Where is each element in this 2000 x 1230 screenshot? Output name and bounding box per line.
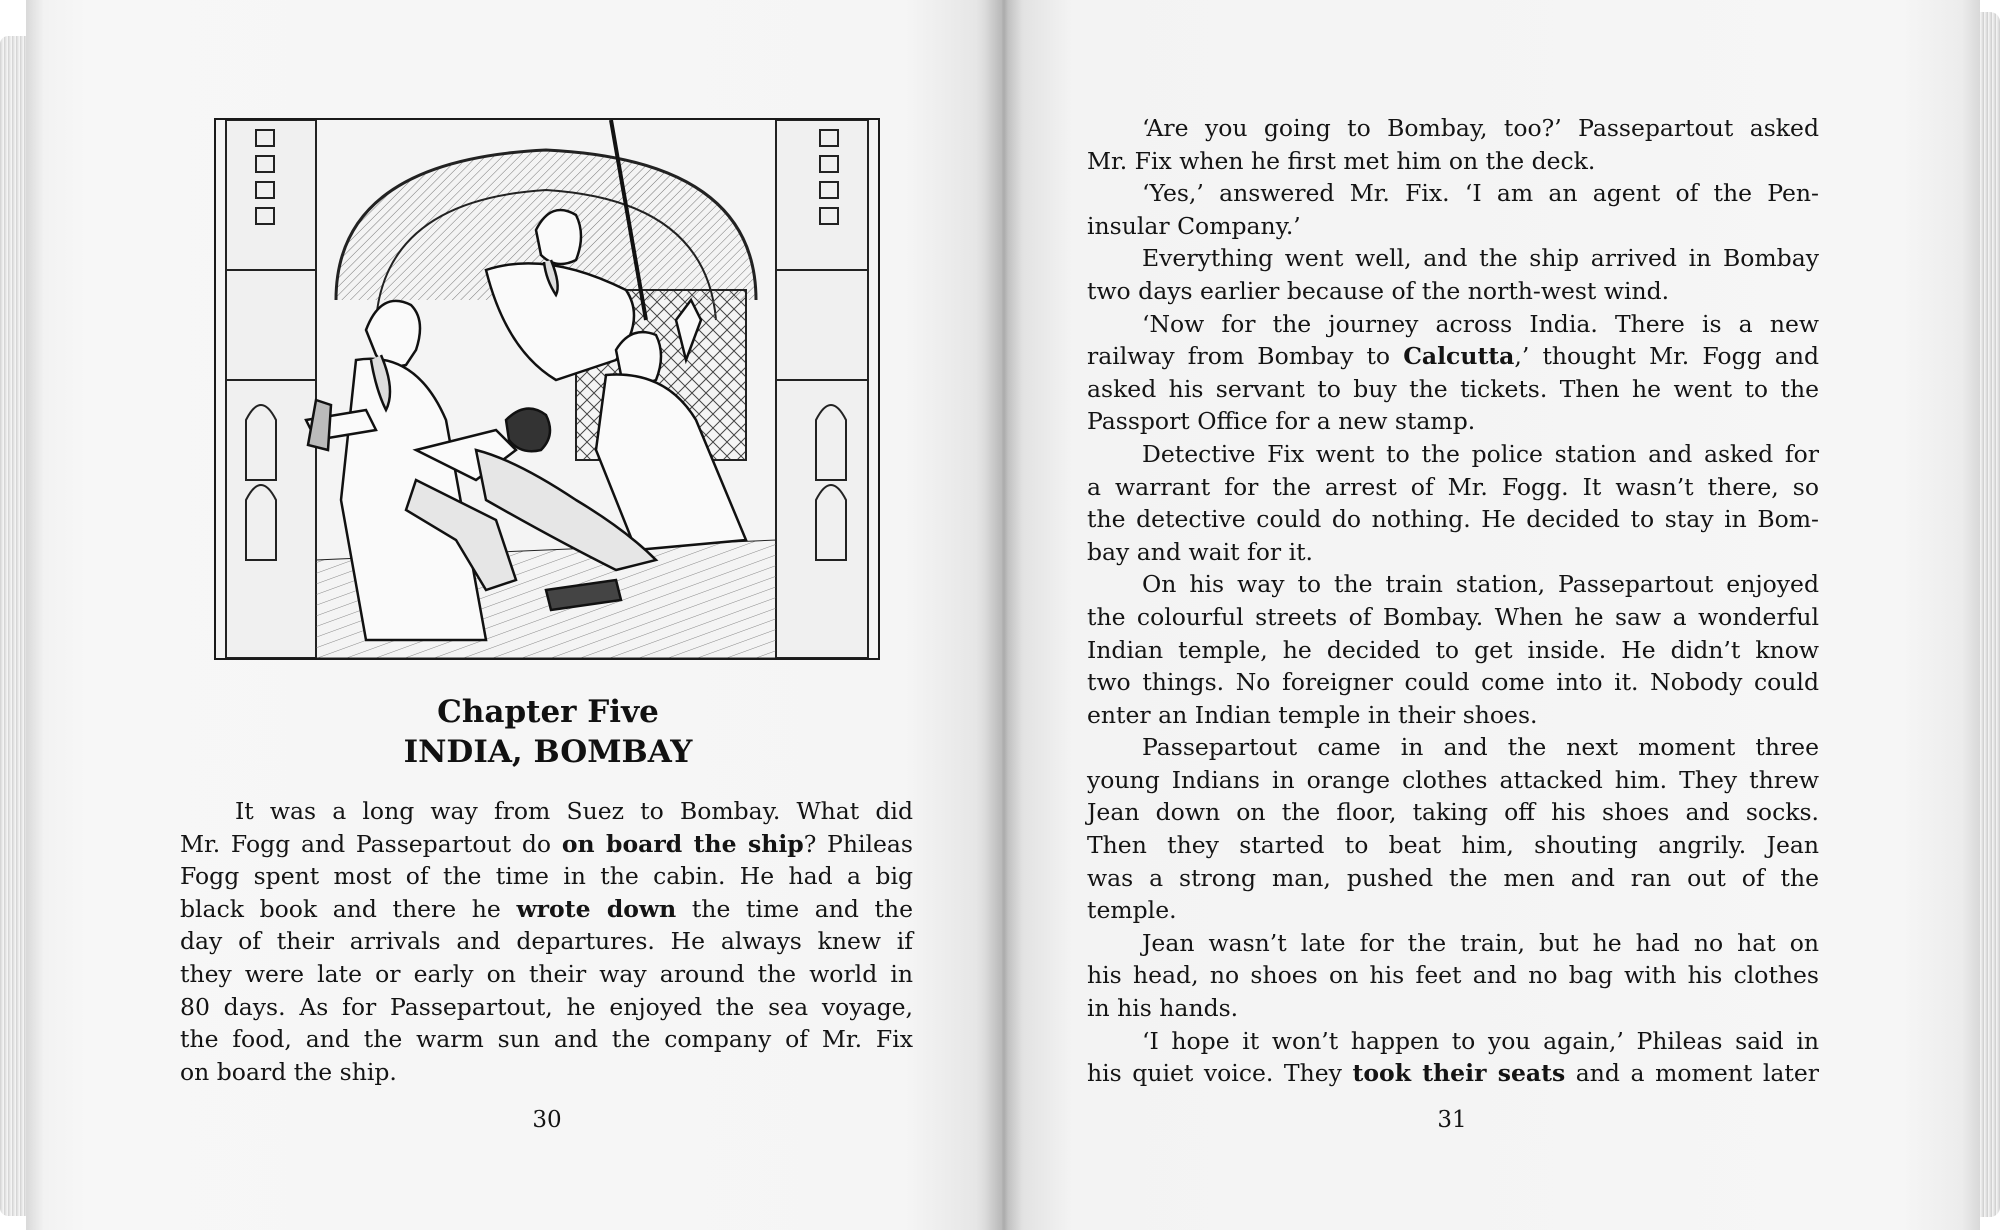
text-segment: Detective Fix went to the police station and asked for bbox=[1142, 439, 1819, 468]
text-segment: Indian temple, he decided to get inside. He didn’t know bbox=[1087, 635, 1819, 664]
text-line bbox=[1087, 112, 1819, 145]
text-segment: the time and the bbox=[676, 894, 913, 923]
text-segment: Fogg spent most of the time in the cabin. He had a big bbox=[180, 862, 913, 891]
text-segment: the colourful streets of Bombay. When he saw a wonderful bbox=[1087, 602, 1819, 631]
text-segment: It was a long way from Suez to Bombay. What did bbox=[235, 797, 913, 825]
text-line bbox=[1087, 699, 1819, 732]
text-line bbox=[180, 1023, 913, 1056]
text-segment: and a moment later bbox=[1565, 1059, 1819, 1088]
text-segment: Mr. Fix when he first met him on the deck. bbox=[1087, 146, 1596, 175]
text-line bbox=[1087, 634, 1819, 667]
bold-phrase: on board the ship bbox=[561, 829, 804, 858]
text-line bbox=[1087, 862, 1819, 895]
text-line bbox=[1087, 308, 1819, 341]
text-line bbox=[1087, 1057, 1819, 1090]
text-line bbox=[180, 828, 913, 861]
text-segment: was a strong man, pushed the men and ran out of the bbox=[1087, 863, 1819, 892]
text-line bbox=[1087, 959, 1819, 992]
chapter-number: Chapter Five bbox=[437, 694, 659, 730]
text-segment: his quiet voice. They bbox=[1087, 1059, 1353, 1088]
text-line bbox=[1087, 894, 1819, 927]
page-stack-right bbox=[1980, 12, 2000, 1217]
text-line bbox=[1087, 568, 1819, 601]
text-line bbox=[1087, 536, 1819, 569]
text-line bbox=[1087, 731, 1819, 764]
text-segment: on board the ship. bbox=[180, 1057, 397, 1086]
right-page-body bbox=[1087, 112, 1819, 1090]
text-segment: Then they started to beat him, shouting angrily. Jean bbox=[1087, 831, 1819, 860]
text-segment: 80 days. As for Passepartout, he enjoyed the sea voyage, bbox=[180, 992, 913, 1021]
text-line bbox=[1087, 275, 1819, 308]
text-segment: ‘Are you going to Bombay, too?’ Passepartout asked bbox=[1142, 114, 1819, 142]
text-line bbox=[180, 893, 913, 926]
text-segment: insular Company.’ bbox=[1087, 211, 1301, 240]
text-line bbox=[1087, 405, 1819, 438]
text-segment: ,’ thought Mr. Fogg and bbox=[1514, 342, 1819, 371]
text-segment: On his way to the train station, Passepartout enjoyed bbox=[1142, 570, 1819, 599]
text-segment: the detective could do nothing. He decided to stay in Bom- bbox=[1087, 505, 1819, 534]
text-line bbox=[1087, 666, 1819, 699]
text-line bbox=[1087, 373, 1819, 406]
text-line bbox=[1087, 829, 1819, 862]
text-segment: Jean wasn’t late for the train, but he had no hat on bbox=[1142, 928, 1819, 957]
text-segment: Passepartout came in and the next moment three bbox=[1142, 733, 1819, 762]
text-segment: temple. bbox=[1087, 896, 1177, 925]
text-line bbox=[1087, 796, 1819, 829]
text-segment: day of their arrivals and departures. He always knew if bbox=[180, 927, 913, 956]
page-number-right: 31 bbox=[1437, 1107, 1467, 1133]
text-line bbox=[180, 958, 913, 991]
text-segment: railway from Bombay to bbox=[1087, 342, 1404, 371]
text-segment: ‘Yes,’ answered Mr. Fix. ‘I am an agent of the Pen- bbox=[1142, 179, 1819, 208]
text-segment: two days earlier because of the north-west wind. bbox=[1087, 276, 1670, 305]
text-line bbox=[1087, 340, 1819, 373]
text-segment: his head, no shoes on his feet and no bag with his clothes bbox=[1087, 961, 1819, 990]
text-line bbox=[1087, 601, 1819, 634]
text-line bbox=[1087, 992, 1819, 1025]
text-segment: asked his servant to buy the tickets. Then he went to the bbox=[1087, 374, 1819, 403]
text-line bbox=[180, 1056, 913, 1089]
bold-phrase: Calcutta bbox=[1403, 342, 1515, 371]
text-line bbox=[180, 991, 913, 1024]
text-segment: black book and there he bbox=[180, 894, 517, 923]
text-segment: the food, and the warm sun and the company of Mr. Fix bbox=[180, 1025, 913, 1054]
text-line bbox=[1087, 438, 1819, 471]
page-number-left: 30 bbox=[532, 1107, 562, 1133]
text-segment: Mr. Fogg and Passepartout do bbox=[180, 829, 562, 858]
text-segment: Passport Office for a new stamp. bbox=[1087, 407, 1476, 436]
chapter-title: INDIA, BOMBAY bbox=[403, 734, 693, 770]
text-segment: Jean down on the floor, taking off his shoes and socks. bbox=[1087, 798, 1819, 827]
page-stack-left bbox=[0, 36, 26, 1216]
text-line bbox=[1087, 471, 1819, 504]
text-line bbox=[1087, 145, 1819, 178]
text-line bbox=[1087, 764, 1819, 797]
text-segment: two things. No foreigner could come into it. Nobody could bbox=[1087, 668, 1819, 697]
left-page-body bbox=[180, 795, 913, 1088]
text-segment: ? Phileas bbox=[803, 829, 913, 858]
chapter-illustration bbox=[214, 118, 880, 660]
book-gutter bbox=[984, 0, 1024, 1230]
text-line bbox=[180, 860, 913, 893]
bold-phrase: wrote down bbox=[516, 894, 677, 923]
text-line bbox=[1087, 242, 1819, 275]
text-segment: ‘I hope it won’t happen to you again,’ Phileas said in bbox=[1142, 1026, 1819, 1055]
text-segment: Everything went well, and the ship arrived in Bombay bbox=[1142, 244, 1819, 273]
text-line bbox=[1087, 1025, 1819, 1058]
text-segment: ‘Now for the journey across India. There is a new bbox=[1142, 309, 1819, 338]
text-segment: young Indians in orange clothes attacked him. They threw bbox=[1087, 765, 1819, 794]
text-line bbox=[180, 925, 913, 958]
text-line bbox=[1087, 210, 1819, 243]
text-segment: in his hands. bbox=[1087, 994, 1239, 1023]
text-line bbox=[1087, 177, 1819, 210]
text-segment: bay and wait for it. bbox=[1087, 537, 1313, 566]
text-segment: a warrant for the arrest of Mr. Fogg. It wasn’t there, so bbox=[1087, 472, 1819, 501]
text-line bbox=[1087, 927, 1819, 960]
text-segment: enter an Indian temple in their shoes. bbox=[1087, 700, 1538, 729]
text-line bbox=[180, 795, 913, 828]
temple-attack-illustration-icon bbox=[216, 120, 878, 658]
bold-phrase: took their seats bbox=[1352, 1059, 1566, 1088]
text-line bbox=[1087, 503, 1819, 536]
text-segment: they were late or early on their way around the world in bbox=[180, 959, 913, 988]
